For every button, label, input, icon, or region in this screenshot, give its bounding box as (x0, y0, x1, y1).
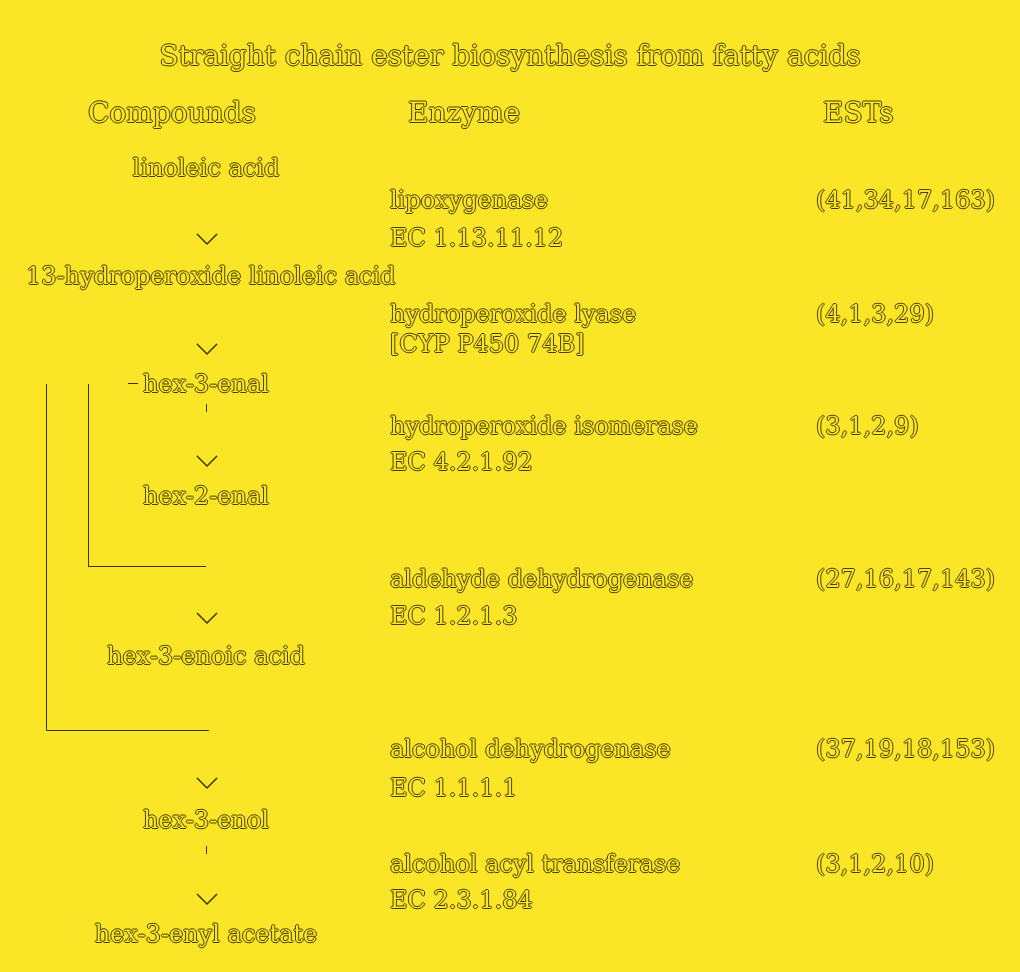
compound-hex-3-enol: hex-3-enol (142, 806, 270, 834)
enzyme-hydroperoxide-isomerase: hydroperoxide isomerase (390, 412, 698, 440)
ec-alcohol-acyl-transferase: EC 2.3.1.84 (390, 886, 533, 914)
header-compounds: Compounds (88, 96, 256, 129)
arrow-down-icon (196, 611, 218, 625)
ec-hydroperoxide-isomerase: EC 4.2.1.92 (390, 448, 533, 476)
compound-linoleic-acid: linoleic acid (132, 154, 280, 182)
ec-aldehyde-dehydrogenase: EC 1.2.1.3 (390, 602, 518, 630)
compound-hex-3-enyl-acetate: hex-3-enyl acetate (94, 920, 318, 948)
branch-line-inner-horizontal (88, 566, 206, 567)
compound-hex-2-enal: hex-2-enal (143, 482, 269, 510)
branch-line-inner (88, 384, 89, 567)
compound-hex-3-enoic-acid: hex-3-enoic acid (107, 642, 305, 670)
ec-alcohol-dehydrogenase: EC 1.1.1.1 (390, 774, 518, 802)
enzyme-lipoxygenase: lipoxygenase (390, 186, 549, 214)
arrow-down-icon (196, 232, 218, 246)
branch-line-stub (128, 383, 138, 384)
branch-line-outer-horizontal (46, 730, 209, 731)
arrow-down-icon (196, 776, 218, 790)
compound-hex-3-enal: hex-3-enal (143, 370, 269, 398)
diagram-title: Straight chain ester biosynthesis from fatty acids (159, 39, 861, 72)
ests-aldehyde-dehydrogenase: (27,16,17,143) (816, 565, 996, 593)
ests-lipoxygenase: (41,34,17,163) (816, 186, 996, 214)
enzyme-hydroperoxide-lyase: hydroperoxide lyase (390, 300, 637, 328)
pathway-tick (206, 846, 207, 854)
ec-lipoxygenase: EC 1.13.11.12 (390, 224, 564, 252)
enzyme-alcohol-dehydrogenase: alcohol dehydrogenase (390, 735, 671, 763)
ests-alcohol-acyl-transferase: (3,1,2,10) (816, 850, 934, 878)
arrow-down-icon (196, 892, 218, 906)
arrow-down-icon (196, 454, 218, 468)
compound-13-hydroperoxide: 13-hydroperoxide linoleic acid (26, 262, 396, 290)
header-enzyme: Enzyme (408, 96, 521, 129)
arrow-down-icon (196, 342, 218, 356)
enzyme-alcohol-acyl-transferase: alcohol acyl transferase (390, 850, 681, 878)
header-ests: ESTs (823, 96, 894, 129)
ests-alcohol-dehydrogenase: (37,19,18,153) (816, 735, 996, 763)
enzyme-aldehyde-dehydrogenase: aldehyde dehydrogenase (390, 565, 694, 593)
ests-hydroperoxide-lyase: (4,1,3,29) (816, 300, 934, 328)
branch-line-outer (46, 384, 47, 731)
pathway-tick (206, 404, 207, 412)
ec-hydroperoxide-lyase: [CYP P450 74B] (390, 330, 585, 358)
ests-hydroperoxide-isomerase: (3,1,2,9) (816, 412, 919, 440)
